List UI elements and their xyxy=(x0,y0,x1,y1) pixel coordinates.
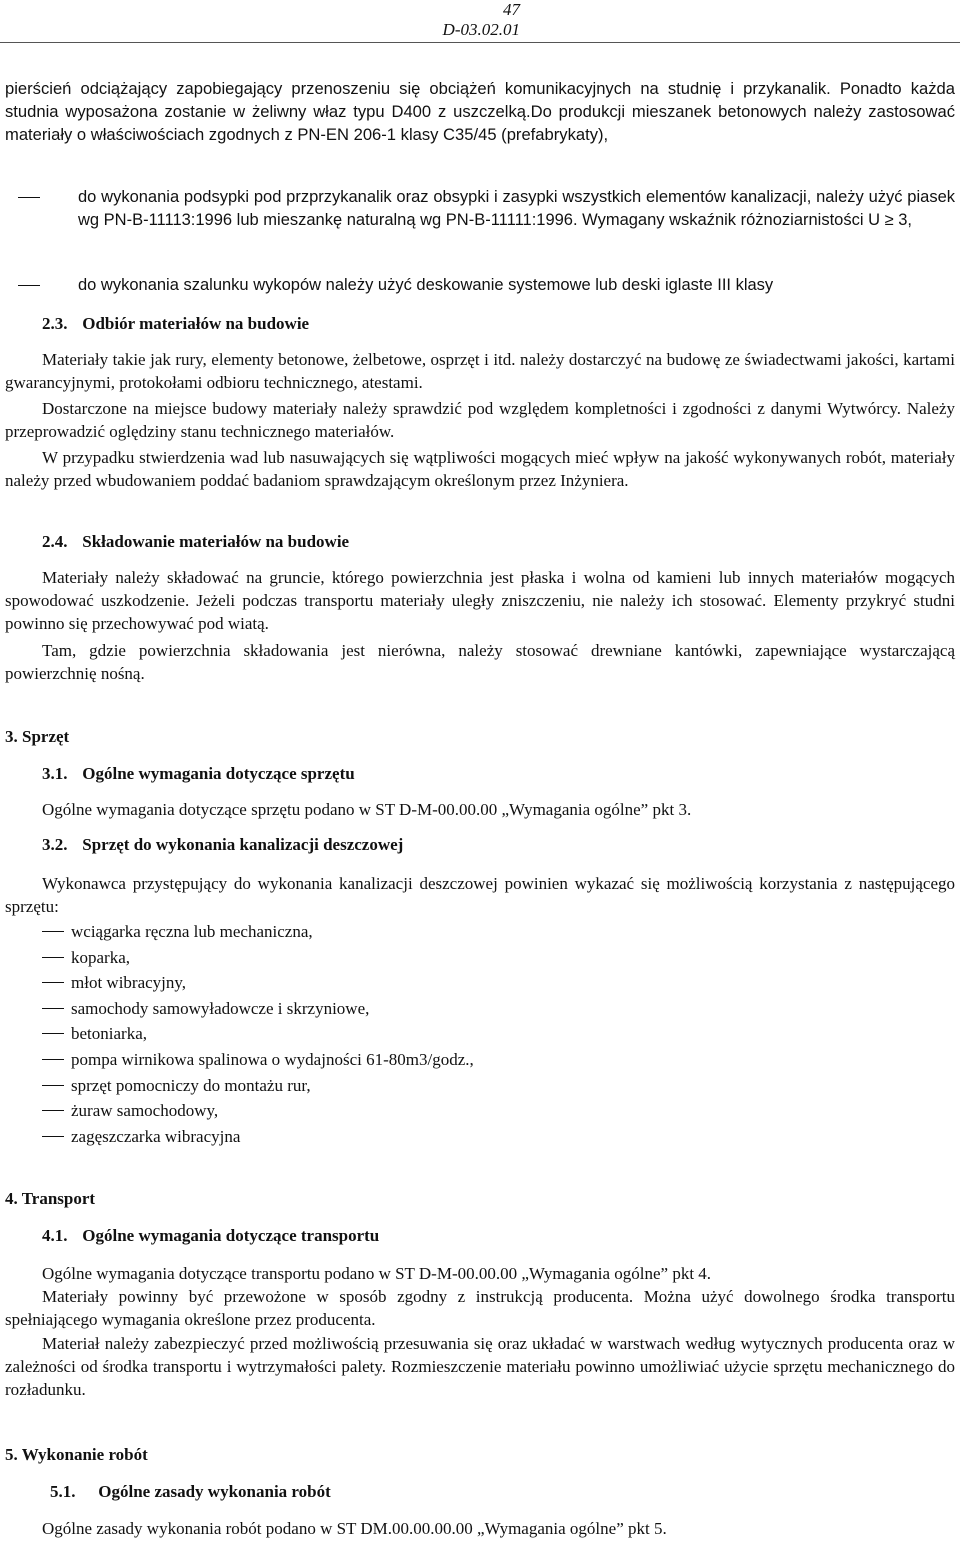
dash-bullet xyxy=(42,1085,64,1086)
heading-5: 5. Wykonanie robót xyxy=(5,1445,148,1464)
heading-2-4: 2.4. Składowanie materiałów na budowie xyxy=(42,532,350,551)
list-item: samochody samowyładowcze i skrzyniowe, xyxy=(5,996,955,1022)
heading-3-2: 3.2. Sprzęt do wykonania kanalizacji deszczowej xyxy=(42,835,404,854)
page-header xyxy=(443,0,520,40)
paragraph-4-1-3: Materiał należy zabezpieczyć przed możliwością przesuwania się oraz układać w warstwach według wytycznych producenta oraz w zależności od środka transportu i wytrzymałości palety. Rozmieszczenie materiału powinno umożliwiać użycie sprzętu mechanicznego do rozładunku. xyxy=(5,1334,955,1399)
list-item: żuraw samochodowy, xyxy=(5,1098,955,1124)
dash-bullet xyxy=(42,1110,64,1111)
intro-paragraph: pierścień odciążający zapobiegający przenoszeniu się obciążeń komunikacyjnych na studnię i przykanalik. Ponadto każda studnia wyposażona zostanie w żeliwny właz typu D400 z uszczelką.Do produkcji mieszanek betonowych należy zastosować materiały o właściwościach zgodnych z PN-EN 206-1 klasy C35/45 (prefabrykaty), xyxy=(5,79,955,144)
paragraph-2-4-1: Materiały należy składować na gruncie, którego powierzchnia jest płaska i wolna od kamieni lub innych materiałów mogących spowodować uszkodzenie. Jeżeli podczas transportu materiały uległy zniszczeniu, nie należy ich stosować. Elementy przykryć studni powinno się przechowywać pod wiatą. xyxy=(5,568,955,633)
heading-2-3: 2.3. Odbiór materiałów na budowie xyxy=(42,314,310,333)
list-item: wciągarka ręczna lub mechaniczna, xyxy=(5,919,955,945)
list-item: betoniarka, xyxy=(5,1021,955,1047)
dash-bullet xyxy=(42,1008,64,1009)
dash-bullet xyxy=(42,1033,64,1034)
list-item: koparka, xyxy=(5,945,955,971)
list-item: pompa wirnikowa spalinowa o wydajności 61-80m3/godz., xyxy=(5,1047,955,1073)
dash-bullet xyxy=(42,931,64,932)
dash-bullet xyxy=(42,957,64,958)
paragraph-3-2: Wykonawca przystępujący do wykonania kanalizacji deszczowej powinien wykazać się możliwością korzystania z następującego sprzętu: xyxy=(5,874,955,916)
paragraph-3-1: Ogólne wymagania dotyczące sprzętu podano w ST D-M-00.00.00 „Wymagania ogólne” pkt 3. xyxy=(42,800,692,819)
paragraph-2-4-2: Tam, gdzie powierzchnia składowania jest nierówna, należy stosować drewniane kantówki, zapewniające wystarczającą powierzchnię nośną. xyxy=(5,641,955,683)
list-item: zagęszczarka wibracyjna xyxy=(5,1124,955,1150)
heading-5-1: 5.1. Ogólne zasady wykonania robót xyxy=(50,1482,331,1501)
intro-dash-item-2: do wykonania szalunku wykopów należy użyć deskowanie systemowe lub deski iglaste III klasy xyxy=(5,274,955,297)
dash-bullet xyxy=(42,982,64,983)
heading-3: 3. Sprzęt xyxy=(5,727,70,746)
paragraph-2-3-2: Dostarczone na miejsce budowy materiały należy sprawdzić pod względem kompletności i zgodności z danymi Wytwórcy. Należy przeprowadzić oględziny stanu technicznego materiałów. xyxy=(5,399,955,441)
heading-4-1: 4.1. Ogólne wymagania dotyczące transportu xyxy=(42,1226,380,1245)
list-item: młot wibracyjny, xyxy=(5,970,955,996)
dash-bullet xyxy=(42,1059,64,1060)
header-divider xyxy=(0,42,960,43)
paragraph-2-3-1: Materiały takie jak rury, elementy betonowe, żelbetowe, osprzęt i itd. należy dostarczyć na budowę ze świadectwami jakości, kartami gwarancyjnymi, protokołami odbioru technicznego, atestami. xyxy=(5,350,955,392)
paragraph-5-1: Ogólne zasady wykonania robót podano w ST DM.00.00.00.00 „Wymagania ogólne” pkt 5. xyxy=(42,1519,667,1538)
intro-dash-item-1: do wykonania podsypki pod przprzykanalik oraz obsypki i zasypki wszystkich elementów kanalizacji, należy użyć piasek wg PN-B-11113:1996 lub mieszankę naturalną wg PN-B-11111:1996. Wymagany wskaźnik różnoziarnistości U ≥ 3, xyxy=(5,186,955,232)
list-item: sprzęt pomocniczy do montażu rur, xyxy=(5,1073,955,1099)
dash-bullet xyxy=(18,285,40,286)
paragraph-4-1-1: Ogólne wymagania dotyczące transportu podano w ST D-M-00.00.00 „Wymagania ogólne” pkt 4. xyxy=(42,1264,712,1283)
heading-3-1: 3.1. Ogólne wymagania dotyczące sprzętu xyxy=(42,764,355,783)
paragraph-2-3-3: W przypadku stwierdzenia wad lub nasuwających się wątpliwości mogących mieć wpływ na jakość wykonywanych robót, materiały należy przed wbudowaniem poddać badaniom sprawdzającym określonym przez Inżyniera. xyxy=(5,448,955,490)
page-number: 47 xyxy=(503,0,520,19)
dash-bullet xyxy=(18,197,40,198)
paragraph-4-1-2: Materiały powinny być przewożone w sposób zgodny z instrukcją producenta. Można użyć dowolnego środka transportu spełniającego wymagania określone przez producenta. xyxy=(5,1287,955,1329)
document-code: D-03.02.01 xyxy=(442,20,520,39)
equipment-list xyxy=(5,919,955,1149)
dash-bullet xyxy=(42,1136,64,1137)
heading-4: 4. Transport xyxy=(5,1189,96,1208)
